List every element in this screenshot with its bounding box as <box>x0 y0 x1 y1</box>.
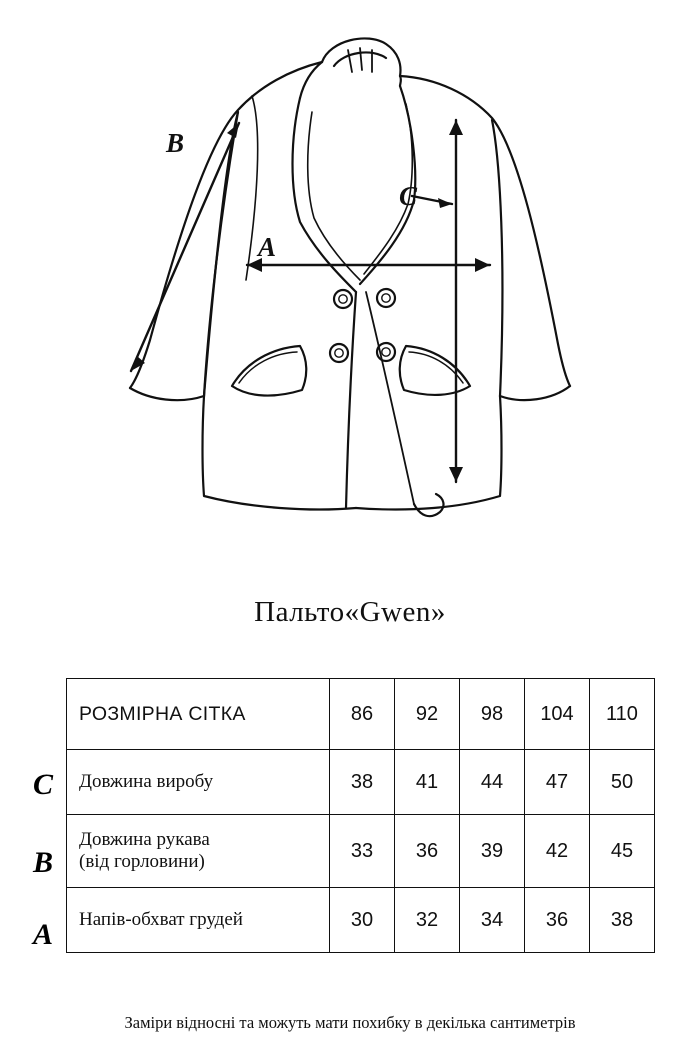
size-header-86: 86 <box>330 679 395 750</box>
cell-length-92: 41 <box>395 750 460 815</box>
size-header-110: 110 <box>590 679 655 750</box>
side-letter-b: B <box>32 846 53 879</box>
cell-chest-92: 32 <box>395 888 460 953</box>
row-label-length: Довжина виробу <box>67 750 330 815</box>
cell-sleeve-110: 45 <box>590 815 655 888</box>
cell-sleeve-92: 36 <box>395 815 460 888</box>
size-chart-table <box>66 678 655 953</box>
size-header-92: 92 <box>395 679 460 750</box>
cell-sleeve-98: 39 <box>460 815 525 888</box>
side-letter-a: A <box>32 918 53 951</box>
row-label-sleeve-line2: (від горловини) <box>79 851 205 872</box>
table-header-row <box>67 679 655 750</box>
cell-length-110: 50 <box>590 750 655 815</box>
row-label-sleeve <box>67 815 330 888</box>
size-header-98: 98 <box>460 679 525 750</box>
cell-chest-86: 30 <box>330 888 395 953</box>
row-label-sleeve-line1: Довжина рукава <box>79 829 210 851</box>
cell-sleeve-104: 42 <box>525 815 590 888</box>
cell-length-98: 44 <box>460 750 525 815</box>
cell-sleeve-86: 33 <box>330 815 395 888</box>
table-header-label: РОЗМІРНА СІТКА <box>67 679 330 750</box>
cell-chest-98: 34 <box>460 888 525 953</box>
table-row <box>67 815 655 888</box>
row-label-chest: Напів-обхват грудей <box>67 888 330 953</box>
marker-b-label: B <box>166 128 185 158</box>
side-letter-c: C <box>32 768 53 801</box>
size-header-104: 104 <box>525 679 590 750</box>
marker-a-label: A <box>258 232 277 262</box>
table-row <box>67 750 655 815</box>
cell-length-86: 38 <box>330 750 395 815</box>
measurement-footnote: Заміри відносні та можуть мати похибку в декілька сантиметрів <box>124 1013 576 1032</box>
marker-c-label: C <box>399 181 418 211</box>
table-row <box>67 888 655 953</box>
cell-chest-104: 36 <box>525 888 590 953</box>
cell-chest-110: 38 <box>590 888 655 953</box>
page-title: Пальто«Gwen» <box>254 596 446 628</box>
cell-length-104: 47 <box>525 750 590 815</box>
